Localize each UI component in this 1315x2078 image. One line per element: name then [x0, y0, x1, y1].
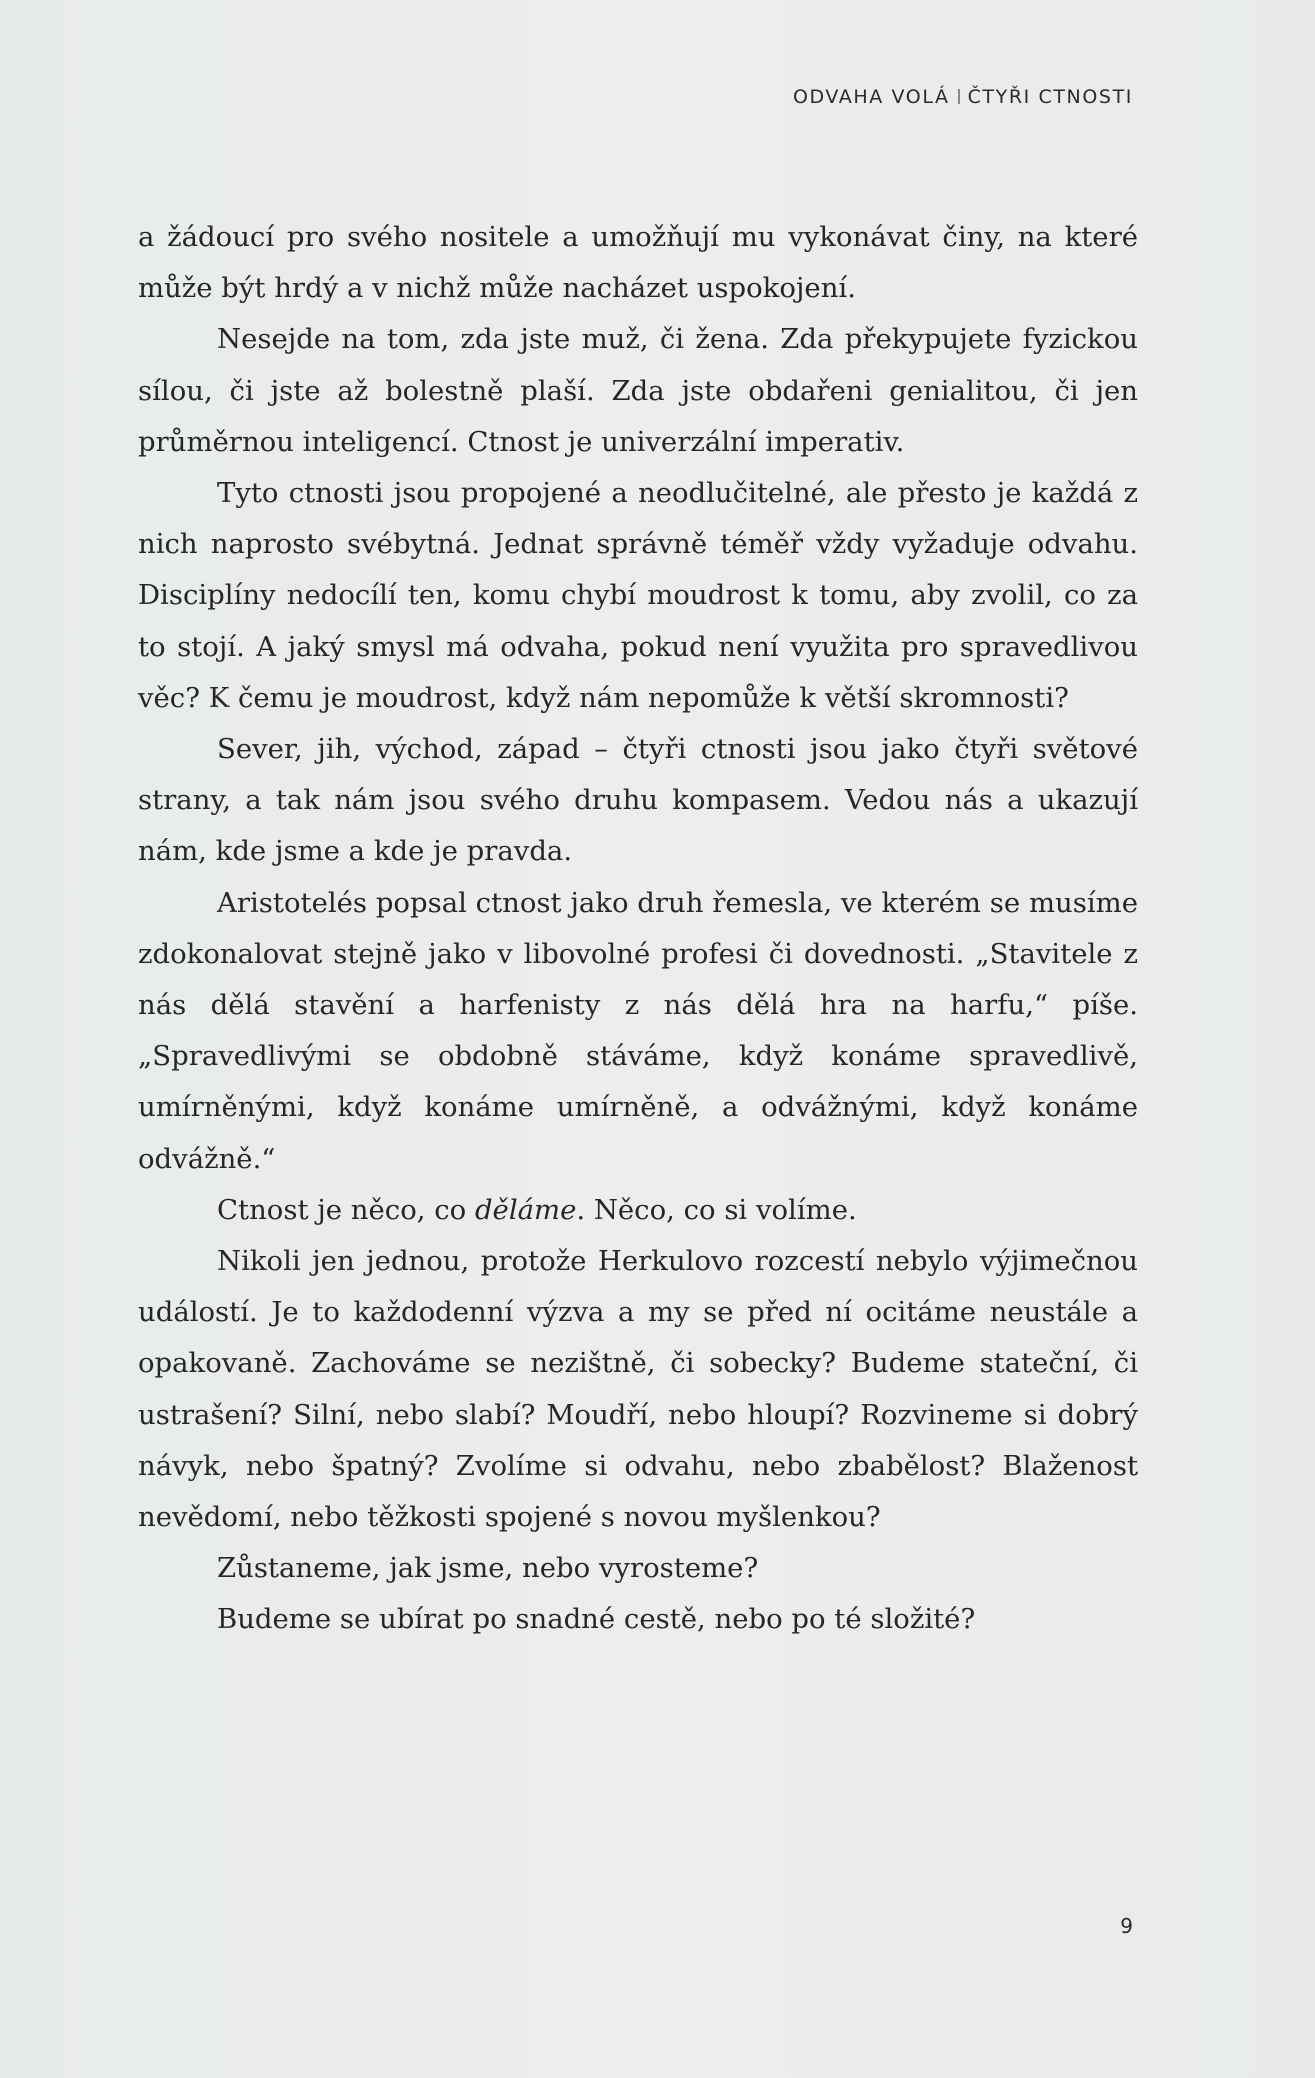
paragraph: Nesejde na tom, zda jste muž, či žena. Zda překypujete fyzickou sílou, či jste až bolestně plaší. Zda jste obdařeni genialitou, či jen průměrnou inteligencí. Ctnost je univerzální imperativ. — [138, 323, 1138, 458]
header-chapter-title: ČTYŘI CTNOSTI — [967, 86, 1133, 108]
page-number: 9 — [1120, 1914, 1133, 1938]
paragraph: Tyto ctnosti jsou propojené a neodlučitelné, ale přesto je každá z nich naprosto svébytná. Jednat správně téměř vždy vyžaduje odvahu. Disciplíny nedocílí ten, komu chybí moudrost k tomu, aby zvolil, co za to stojí. A jaký smysl má odvaha, pokud není využita pro spravedlivou věc? K čemu je moudrost, když nám nepomůže k větší skromnosti? — [138, 477, 1138, 714]
paragraph-continuation: a žádoucí pro svého nositele a umožňují mu vykonávat činy, na které může být hrdý a v nichž může nacházet uspokojení. — [138, 221, 1138, 305]
paragraph-virtue-definition — [138, 1185, 1138, 1236]
virtue-emphasis: děláme — [474, 1193, 577, 1226]
paragraph-question: Zůstaneme, jak jsme, nebo vyrosteme? — [217, 1552, 759, 1585]
virtue-text-after: . Něco, co si volíme. — [576, 1193, 857, 1226]
paragraph: Sever, jih, východ, západ – čtyři ctnosti jsou jako čtyři světové strany, a tak nám jsou svého druhu kompasem. Vedou nás a ukazují nám, kde jsme a kde je pravda. — [138, 733, 1138, 868]
running-header — [793, 86, 1133, 108]
header-book-title: ODVAHA VOLÁ — [792, 86, 950, 108]
paragraph: Aristotelés popsal ctnost jako druh řemesla, ve kterém se musíme zdokonalovat stejně jako v libovolné profesi či dovednosti. „Stavitele z nás dělá stavění a harfenisty z nás dělá hra na harfu,“ píše. „Spravedlivými se obdobně stáváme, když konáme spravedlivě, umírněnými, když konáme umírněně, a odvážnými, když konáme odvážně.“ — [138, 886, 1138, 1175]
paragraph: Nikoli jen jednou, protože Herkulovo rozcestí nebylo výjimečnou událostí. Je to každodenní výzva a my se před ní ocitáme neustále a opakovaně. Zachováme se nezištně, či sobecky? Budeme stateční, či ustrašení? Silní, nebo slabí? Moudří, nebo hloupí? Rozvineme si dobrý návyk, nebo špatný? Zvolíme si odvahu, nebo zbabělost? Blaženost nevědomí, nebo těžkosti spojené s novou myšlenkou? — [138, 1245, 1138, 1534]
body-text — [138, 212, 1138, 1646]
virtue-text-before: Ctnost je něco, co — [217, 1193, 475, 1226]
paragraph-question: Budeme se ubírat po snadné cestě, nebo po té složité? — [217, 1603, 976, 1636]
header-separator — [958, 89, 960, 104]
